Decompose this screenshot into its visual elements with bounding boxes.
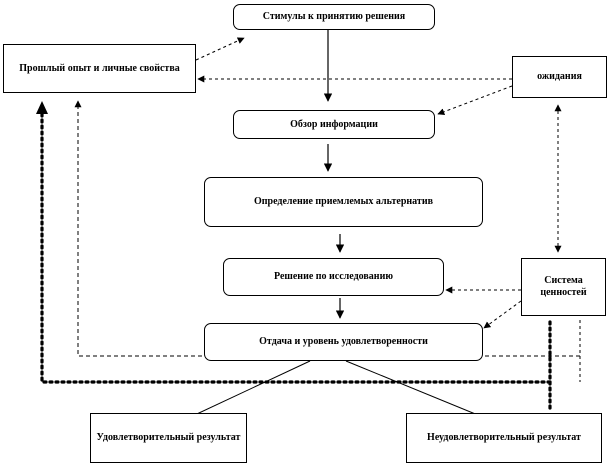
dotted-loop-arrowhead [36, 101, 48, 114]
arrow-return-to-satisfactory [184, 361, 310, 420]
overview-label: Обзор информации [290, 118, 378, 130]
satisfactory-box [90, 413, 247, 463]
search-label: ожидания [537, 71, 582, 82]
values-box [521, 258, 606, 316]
return-satisfaction-box [204, 323, 483, 361]
overview-box [233, 110, 435, 139]
decision-label: Решение по исследованию [274, 271, 393, 282]
values-label: Система ценностей [540, 275, 587, 298]
stimuli-label: Стимулы к принятию решения [262, 11, 406, 22]
dashed-arrow-search-to-overview [438, 86, 512, 114]
experience-label: Прошлый опыт и личные свойства [19, 62, 180, 74]
experience-box [3, 44, 196, 93]
search-box [512, 56, 607, 98]
decision-box [223, 258, 444, 296]
dashed-arrow-experience-to-stimuli [196, 38, 244, 60]
alternatives-box [204, 177, 483, 227]
dashed-arrow-values-to-return [484, 301, 521, 328]
unsatisfactory-box [406, 413, 602, 463]
alternatives-label: Определение приемлемых альтернатив [253, 196, 433, 207]
stimuli-box [233, 4, 435, 30]
satisfactory-label: Удовлетворительный результат [96, 432, 241, 443]
dashed-feedback-line [78, 101, 580, 356]
arrow-return-to-unsatisfactory [346, 361, 490, 420]
unsatisfactory-label: Неудовлетворительный результат [427, 432, 581, 443]
return-satisfaction-label: Отдача и уровень удовлетворенности [259, 336, 428, 347]
